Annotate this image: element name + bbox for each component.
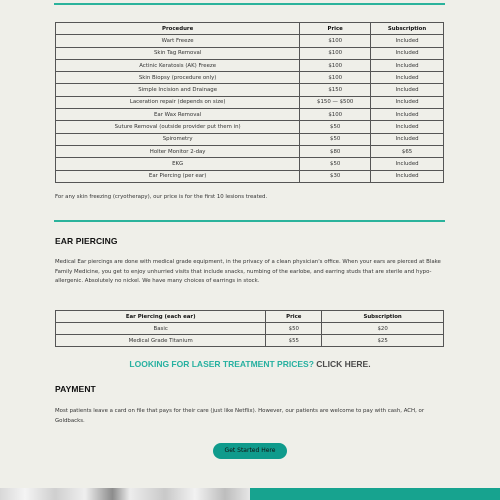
laser-prices-click-here[interactable]: CLICK HERE. <box>316 359 371 369</box>
table-row <box>56 96 444 108</box>
price-cell: $150 — $500 <box>300 96 371 108</box>
price-cell: $50 <box>266 323 322 335</box>
table-row <box>56 323 444 335</box>
subscription-cell: Included <box>371 109 444 121</box>
table-row <box>56 109 444 121</box>
subscription-cell: $65 <box>371 145 444 157</box>
price-cell: $100 <box>300 59 371 71</box>
procedure-cell: Wart Freeze <box>56 35 300 47</box>
table-row <box>56 59 444 71</box>
subscription-cell: Included <box>371 121 444 133</box>
table-row <box>56 170 444 182</box>
table-row <box>56 133 444 145</box>
price-cell: $100 <box>300 109 371 121</box>
procedures-price-table <box>55 22 444 183</box>
table-row <box>56 47 444 59</box>
column-header-price: Price <box>266 311 322 323</box>
procedure-cell: Spirometry <box>56 133 300 145</box>
procedure-cell: Ear Piercing (per ear) <box>56 170 300 182</box>
ear-piercing-description: Medical Ear piercings are done with medical grade equipment, in the privacy of a clean physician's office. When your ears are pierced at Blake Family Medicine, you get to enjoy unhurried visits that include snacks, numbing of the earlobe, and earring studs that are sterile and hypo-allergenic. Absolutely no nickel. We have many choices of earrings in stock. <box>55 259 441 284</box>
table-row <box>56 72 444 84</box>
price-cell: $100 <box>300 35 371 47</box>
payment-heading: PAYMENT <box>55 384 96 394</box>
piercing-type-cell: Medical Grade Titanium <box>56 335 266 347</box>
price-cell: $55 <box>266 335 322 347</box>
procedure-cell: Laceration repair (depends on size) <box>56 96 300 108</box>
get-started-button[interactable]: Get Started Here <box>213 443 287 459</box>
top-divider <box>54 3 445 5</box>
payment-description: Most patients leave a card on file that pays for their care (just like Netflix). However, our patients are welcome to pay with cash, ACH, or Goldbacks. <box>55 408 425 424</box>
price-cell: $50 <box>300 121 371 133</box>
procedure-cell: Suture Removal (outside provider put them in) <box>56 121 300 133</box>
subscription-cell: Included <box>371 96 444 108</box>
subscription-cell: Included <box>371 84 444 96</box>
table-row <box>56 335 444 347</box>
laser-prices-question[interactable]: LOOKING FOR LASER TREATMENT PRICES? <box>129 359 314 369</box>
price-cell: $30 <box>300 170 371 182</box>
subscription-cell: $20 <box>322 323 444 335</box>
piercing-type-cell: Basic <box>56 323 266 335</box>
procedure-cell: Skin Biopsy (procedure only) <box>56 72 300 84</box>
ear-piercing-heading: EAR PIERCING <box>55 236 118 246</box>
column-header-ear-piercing: Ear Piercing (each ear) <box>56 311 266 323</box>
footer-photo <box>0 488 250 500</box>
footer-teal-panel <box>250 488 500 500</box>
subscription-cell: Included <box>371 158 444 170</box>
subscription-cell: Included <box>371 133 444 145</box>
column-header-subscription: Subscription <box>322 311 444 323</box>
procedure-cell: Skin Tag Removal <box>56 47 300 59</box>
procedure-cell: Simple Incision and Drainage <box>56 84 300 96</box>
procedure-cell: Ear Wax Removal <box>56 109 300 121</box>
cryotherapy-note: For any skin freezing (cryotherapy), our price is for the first 10 lesions treated. <box>55 194 268 200</box>
procedure-cell: Holter Monitor 2-day <box>56 145 300 157</box>
column-header-price: Price <box>300 23 371 35</box>
price-cell: $100 <box>300 72 371 84</box>
subscription-cell: Included <box>371 47 444 59</box>
subscription-cell: Included <box>371 35 444 47</box>
table-row <box>56 84 444 96</box>
table-row <box>56 158 444 170</box>
price-cell: $50 <box>300 133 371 145</box>
subscription-cell: Included <box>371 59 444 71</box>
section-divider <box>54 220 445 222</box>
subscription-cell: $25 <box>322 335 444 347</box>
column-header-procedure: Procedure <box>56 23 300 35</box>
price-cell: $150 <box>300 84 371 96</box>
procedure-cell: EKG <box>56 158 300 170</box>
table-row <box>56 145 444 157</box>
table-header-row <box>56 311 444 323</box>
column-header-subscription: Subscription <box>371 23 444 35</box>
subscription-cell: Included <box>371 72 444 84</box>
table-header-row <box>56 23 444 35</box>
price-cell: $100 <box>300 47 371 59</box>
subscription-cell: Included <box>371 170 444 182</box>
price-cell: $50 <box>300 158 371 170</box>
table-row <box>56 35 444 47</box>
laser-prices-link[interactable] <box>0 359 500 369</box>
ear-piercing-price-table <box>55 310 444 347</box>
procedure-cell: Actinic Keratosis (AK) Freeze <box>56 59 300 71</box>
table-row <box>56 121 444 133</box>
price-cell: $80 <box>300 145 371 157</box>
